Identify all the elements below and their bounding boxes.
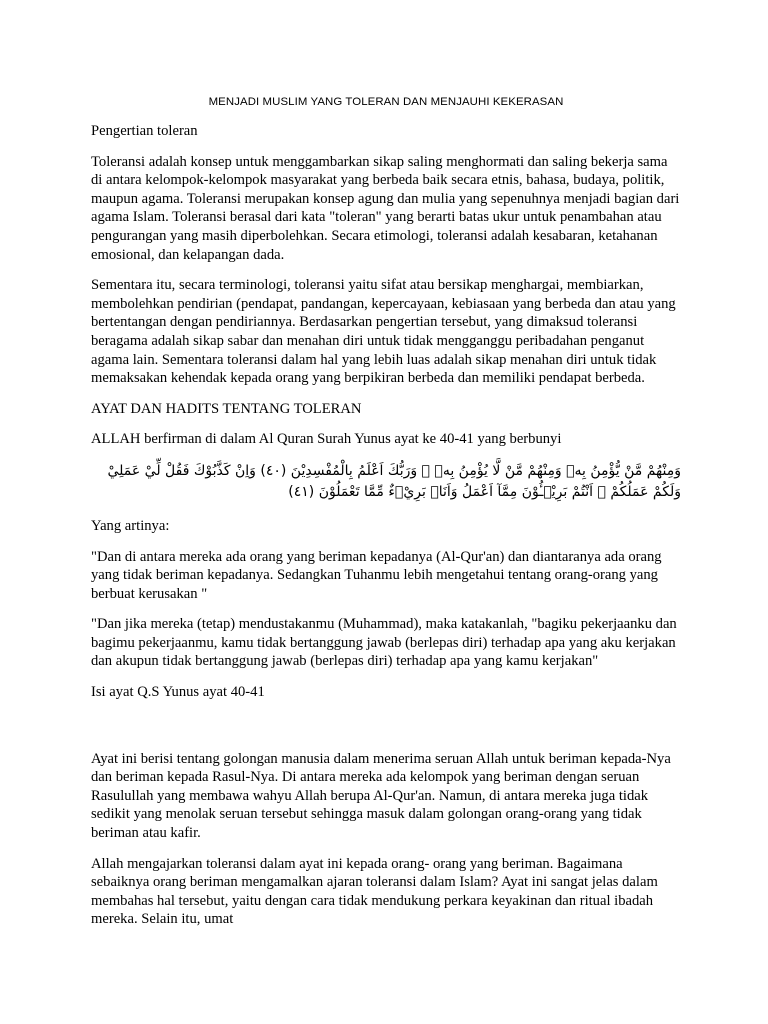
paragraph-terminology: Sementara itu, secara terminologi, toleransi yaitu sifat atau bersikap menghargai, membiarkan, membolehkan pendirian (pendapat, pandangan, kepercayaan, kebiasaan yang berbeda dan atau yang bertentangan dengan pendiriannya. Berdasarkan pengertian tersebut, yang dimaksud toleransi beragama adalah sikap sabar dan menahan diri untuk tidak mengganggu peribadahan penganut agama lain. Sementara toleransi dalam hal yang lebih luas adalah sikap menahan diri untuk tidak memaksakan kehendak kepada orang yang berpikiran berbeda dan memiliki pendapat berbeda. xyxy=(91,277,676,387)
section-heading-isi-ayat: Isi ayat Q.S Yunus ayat 40-41 xyxy=(91,684,265,701)
paragraph-toleransi-ajaran: Allah mengajarkan toleransi dalam ayat ini kepada orang- orang yang beriman. Bagaimana sebaiknya orang beriman mengamalkan ajaran toleransi dalam Islam? Ayat ini sangat jelas dalam membahas hal tersebut, yaitu dengan cara tidak mendukung perkara keyakinan dan ritual ibadah mereka. Selain itu, umat xyxy=(91,855,658,928)
translation-verse-41: "Dan jika mereka (tetap) mendustakanmu (Muhammad), maka katakanlah, "bagiku pekerjaanku dan bagimu pekerjaanmu, kamu tidak bertanggung jawab (berlepas diri) terhadap apa yang aku kerjakan dan akupun tidak bertanggung jawab (berlepas diri) terhadap apa yang kamu kerjakan" xyxy=(91,616,677,670)
arabic-verse: وَمِنْهُمْ مَّنْ يُّؤْمِنُ بِهٖ وَمِنْهُمْ مَّنْ لَّا يُؤْمِنُ بِهٖ ۗ وَرَبُّكَ اَعْلَمُ بِالْمُفْسِدِيْنَ (٤٠) وَاِنْ كَذَّبُوْكَ فَقُلْ لِّيْ عَمَلِيْ وَلَكُمْ عَمَلُكُمْ ۚ اَنْتُمْ بَرِيْۤـُٔوْنَ مِمَّآ اَعْمَلُ وَاَنَا۠ بَرِيْۤءٌ مِّمَّا تَعْمَلُوْنَ (٤١) xyxy=(107,462,681,500)
section-heading-ayat: AYAT DAN HADITS TENTANG TOLERAN xyxy=(91,400,362,417)
blank-spacer xyxy=(91,714,681,750)
section-heading-pengertian: Pengertian toleran xyxy=(91,123,198,139)
paragraph-ayat-intro: ALLAH berfirman di dalam Al Quran Surah Yunus ayat ke 40-41 yang berbunyi xyxy=(91,431,562,448)
paragraph-isi-ayat: Ayat ini berisi tentang golongan manusia dalam menerima seruan Allah untuk beriman kepada-Nya dan beriman kepada Rasul-Nya. Di antara mereka ada kelompok yang beriman dengan seruan Rasulullah yang membawa wahyu Allah berupa Al-Qur'an. Namun, di antara mereka juga tidak sedikit yang menolak seruan tersebut sehingga masuk dalam golongan orang-orang yang tidak beriman atau kafir. xyxy=(91,750,671,842)
paragraph-definition: Toleransi adalah konsep untuk menggambarkan sikap saling menghormati dan saling bekerja sama di antara kelompok-kelompok masyarakat yang berbeda baik secara etnis, bahasa, budaya, politik, maupun agama. Toleransi merupakan konsep agung dan mulia yang sepenuhnya menjadi bagian dari agama Islam. Toleransi berasal dari kata "toleran" yang berarti batas ukur untuk penambahan atau pengurangan yang masih diperbolehkan. Secara etimologi, toleransi adalah kesabaran, ketahanan emosional, dan kelapangan dada. xyxy=(91,153,680,263)
document-title: MENJADI MUSLIM YANG TOLERAN DAN MENJAUHI KEKERASAN xyxy=(208,96,564,108)
translation-verse-40: "Dan di antara mereka ada orang yang beriman kepadanya (Al-Qur'an) dan diantaranya ada orang yang tidak beriman kepadanya. Sedangkan Tuhanmu lebih mengetahui tentang orang-orang yang berbuat kerusakan " xyxy=(91,548,662,602)
artinya-label: Yang artinya: xyxy=(91,517,170,534)
document-body xyxy=(91,95,681,941)
